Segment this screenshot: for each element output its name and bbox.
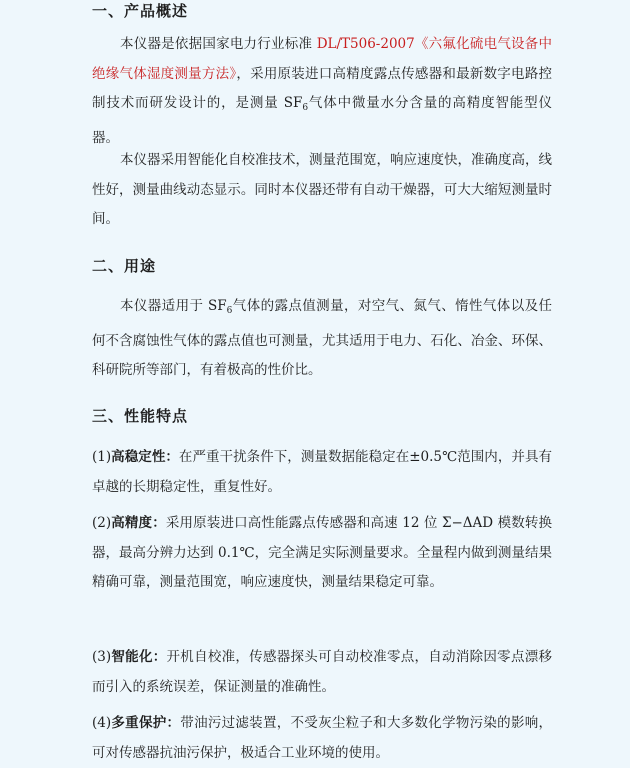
overview-p1-text-c: 气体中微量水分含量的高精度智能型仪器。 xyxy=(92,95,553,146)
standard-reference: DL/T506-2007《六氟化硫电气设备中绝缘气体湿度测量方法》 xyxy=(92,36,552,82)
feature-item xyxy=(92,509,552,598)
feature-title: 高稳定性： xyxy=(111,449,179,465)
feature-number: (3) xyxy=(92,649,112,665)
usage-text-a: 本仪器适用于 SF xyxy=(120,298,227,314)
section-heading-usage: 二、用途 xyxy=(92,257,157,275)
feature-number: (1) xyxy=(92,449,112,465)
feature-text: 开机自校准，传感器探头可自动校准零点，自动消除因零点漂移而引入的系统误差，保证测量的准确性。 xyxy=(92,649,553,695)
usage-paragraph xyxy=(92,292,552,386)
overview-p1-text-a: 本仪器是依据国家电力行业标准 xyxy=(120,36,317,52)
overview-p1-text-b: ，采用原装进口高精度露点传感器和最新数字电路控制技术而研发设计的，是测量 SF xyxy=(92,65,553,111)
feature-title: 多重保护： xyxy=(111,715,181,731)
usage-text-b: 气体的露点值测量，对空气、氮气、惰性气体以及任何不含腐蚀性气体的露点值也可测量，尤其适用于电力、石化、冶金、环保、科研院所等部门，有着极高的性价比。 xyxy=(92,298,552,378)
overview-paragraph-1 xyxy=(92,30,552,153)
feature-number: (4) xyxy=(92,715,112,731)
feature-title: 智能化： xyxy=(111,649,167,665)
feature-title: 高精度： xyxy=(111,515,166,531)
feature-text: 在严重干扰条件下，测量数据能稳定在±0.5℃范围内，并具有卓越的长期稳定性，重复性好。 xyxy=(92,449,553,495)
feature-number: (2) xyxy=(92,515,112,531)
feature-text: 采用原装进口高性能露点传感器和高速 12 位 Σ−ΔAD 模数转换器，最高分辨力达到 0.1℃，完全满足实际测量要求。全量程内做到测量结果精确可靠，测量范围宽，响应速度快，测量结果稳定可靠。 xyxy=(92,515,553,590)
feature-item xyxy=(92,443,552,502)
overview-paragraph-2: 本仪器采用智能化自校准技术，测量范围宽，响应速度快，准确度高，线性好，测量曲线动态显示。同时本仪器还带有自动干燥器，可大大缩短测量时间。 xyxy=(92,152,552,227)
subscript-6: 6 xyxy=(226,306,233,316)
feature-item xyxy=(92,643,552,702)
feature-text: 带油污过滤装置，不受灰尘粒子和大多数化学物污染的影响，可对传感器抗油污保护，极适合工业环境的使用。 xyxy=(92,715,553,761)
section-heading-overview: 一、产品概述 xyxy=(92,2,189,20)
subscript-6: 6 xyxy=(302,103,309,113)
section-heading-features: 三、性能特点 xyxy=(92,407,189,425)
feature-item xyxy=(92,709,552,768)
